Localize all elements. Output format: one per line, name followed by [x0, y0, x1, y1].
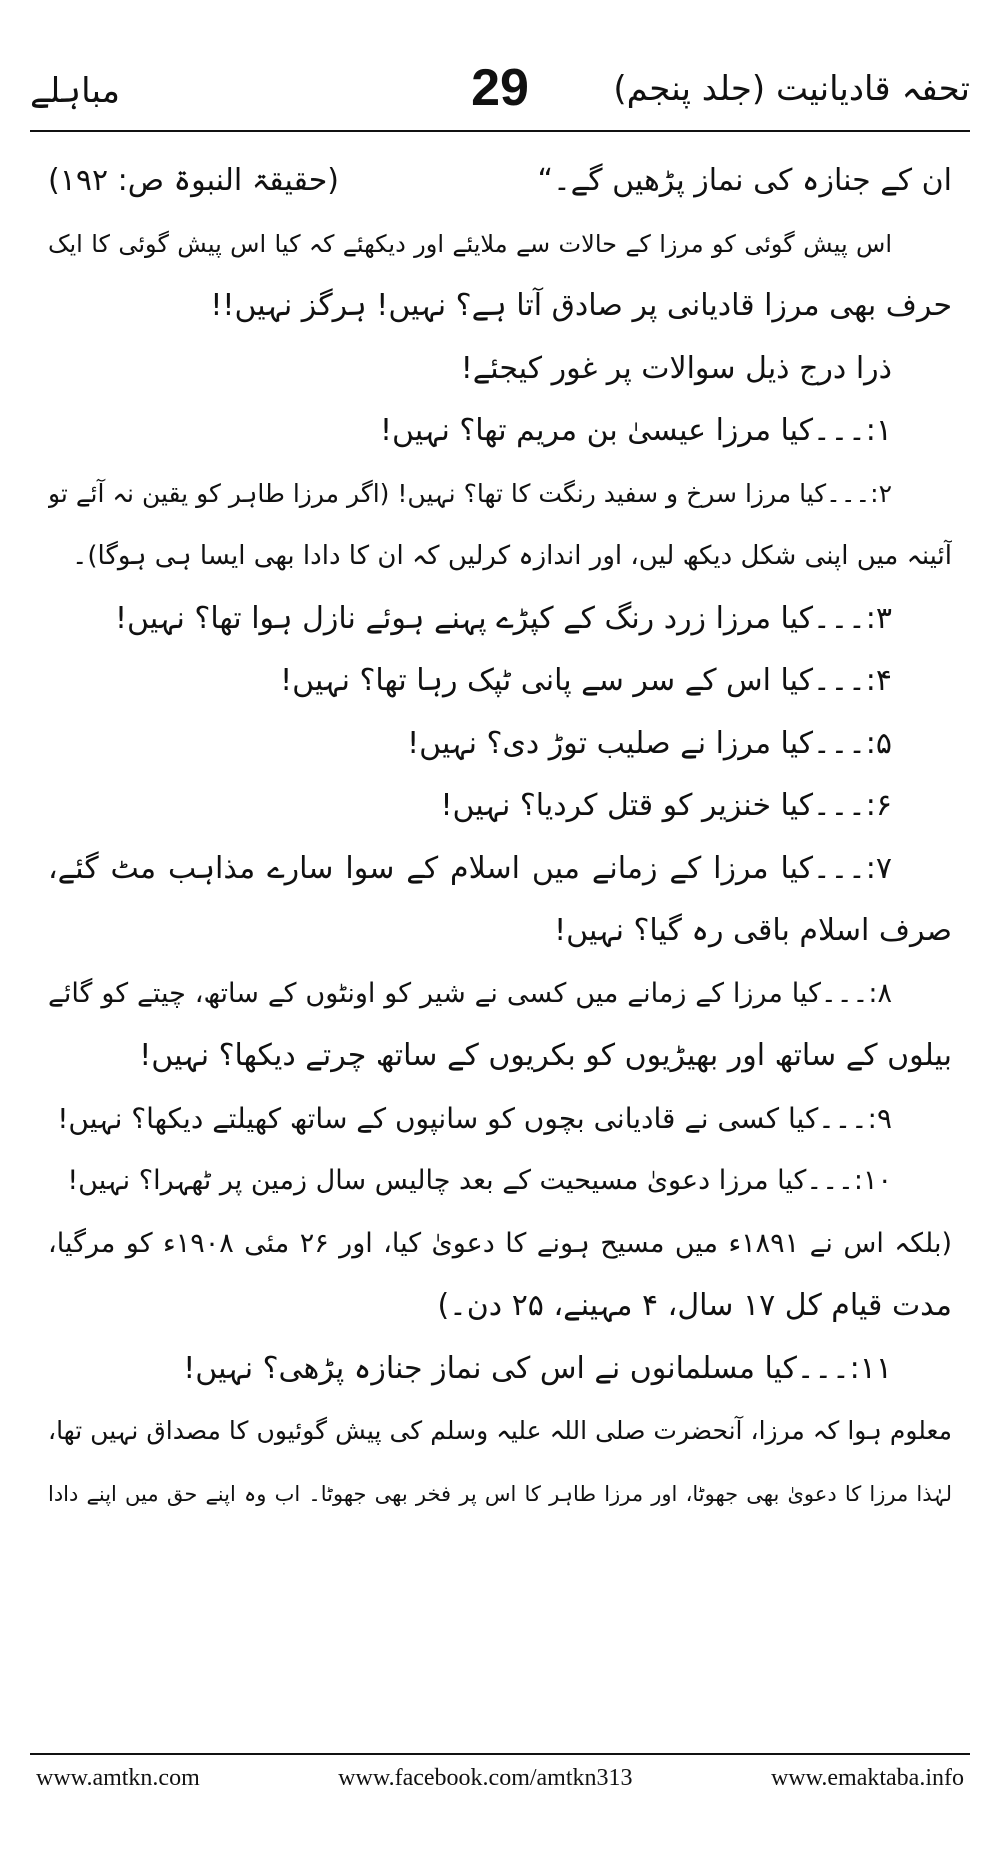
text-line: ۴:۔۔۔کیا اس کے سر سے پانی ٹپک رہا تھا؟ نہیں! [280, 663, 892, 698]
text-line: بیلوں کے ساتھ اور بھیڑیوں کو بکریوں کے ساتھ چرتے دیکھا؟ نہیں! [139, 1038, 952, 1073]
text-line: معلوم ہوا کہ مرزا، آنحضرت صلی اللہ علیہ وسلم کی پیش گوئیوں کا مصداق نہیں تھا، [48, 1416, 952, 1445]
text-line: ۳:۔۔۔کیا مرزا زرد رنگ کے کپڑے پہنے ہوئے نازل ہوا تھا؟ نہیں! [115, 600, 892, 636]
footer-link-amtkn[interactable]: www.amtkn.com [36, 1765, 200, 1791]
text-line: ۱:۔۔۔کیا مرزا عیسیٰ بن مریم تھا؟ نہیں! [379, 413, 892, 448]
page-number: 29 [471, 59, 529, 117]
header-divider [30, 130, 970, 132]
text-line: حرف بھی مرزا قادیانی پر صادق آتا ہے؟ نہیں! ہرگز نہیں!! [210, 288, 952, 323]
quote-end-text: ان کے جنازہ کی نماز پڑھیں گے۔“ [537, 163, 952, 198]
text-line: ذرا درج ذیل سوالات پر غور کیجئے! [460, 350, 892, 386]
text-line: لہٰذا مرزا کا دعویٰ بھی جھوٹا، اور مرزا طاہر کا اس پر فخر بھی جھوٹا۔ اب وہ اپنے حق میں اپنے دادا [48, 1481, 952, 1506]
text-line: ۲:۔۔۔کیا مرزا سرخ و سفید رنگت کا تھا؟ نہیں! (اگر مرزا طاہر کو یقین نہ آئے تو [48, 478, 892, 508]
text-line: ۸:۔۔۔کیا مرزا کے زمانے میں کسی نے شیر کو اونٹوں کے ساتھ، چیتے کو گائے [48, 977, 892, 1009]
book-title: تحفہ قادیانیت (جلد پنجم) [613, 69, 970, 109]
text-line: ۱۰:۔۔۔کیا مرزا دعویٰ مسیحیت کے بعد چالیس سال زمین پر ٹھہرا؟ نہیں! [67, 1165, 892, 1196]
text-line: ۹:۔۔۔کیا کسی نے قادیانی بچوں کو سانپوں کے ساتھ کھیلتے دیکھا؟ نہیں! [57, 1101, 892, 1135]
text-line: مدت قیام کل ۱۷ سال، ۴ مہینے، ۲۵ دن۔) [437, 1288, 952, 1323]
text-line: ۷:۔۔۔کیا مرزا کے زمانے میں اسلام کے سوا سارے مذاہب مٹ گئے، [48, 850, 892, 886]
text-line: ۱۱:۔۔۔کیا مسلمانوں نے اس کی نماز جنازہ پڑھی؟ نہیں! [183, 1350, 892, 1386]
text-line: آئینہ میں اپنی شکل دیکھ لیں، اور اندازہ کرلیں کہ ان کا دادا بھی ایسا ہی ہوگا)۔ [72, 541, 952, 571]
text-line: ۵:۔۔۔کیا مرزا نے صلیب توڑ دی؟ نہیں! [407, 725, 892, 761]
page-body [48, 150, 952, 1525]
chapter-title: مباہلے [30, 71, 120, 111]
footer-divider [30, 1753, 970, 1755]
footer-link-emaktaba[interactable]: www.emaktaba.info [770, 1765, 964, 1791]
text-line: اس پیش گوئی کو مرزا کے حالات سے ملایئے اور دیکھئے کہ کیا اس پیش گوئی کا ایک [48, 229, 892, 258]
page-footer [36, 1765, 964, 1792]
text-line: صرف اسلام باقی رہ گیا؟ نہیں! [554, 913, 952, 948]
text-line: (بلکہ اس نے ۱۸۹۱ء میں مسیح ہونے کا دعویٰ کیا، اور ۲۶ مئی ۱۹۰۸ء کو مرگیا، [48, 1227, 952, 1259]
citation-reference: (حقیقۃ النبوۃ ص: ۱۹۲) [48, 163, 339, 198]
text-line [48, 150, 952, 213]
footer-link-facebook[interactable]: www.facebook.com/amtkn313 [338, 1765, 633, 1791]
text-line: ۶:۔۔۔کیا خنزیر کو قتل کردیا؟ نہیں! [440, 788, 892, 823]
page-header [30, 58, 970, 128]
